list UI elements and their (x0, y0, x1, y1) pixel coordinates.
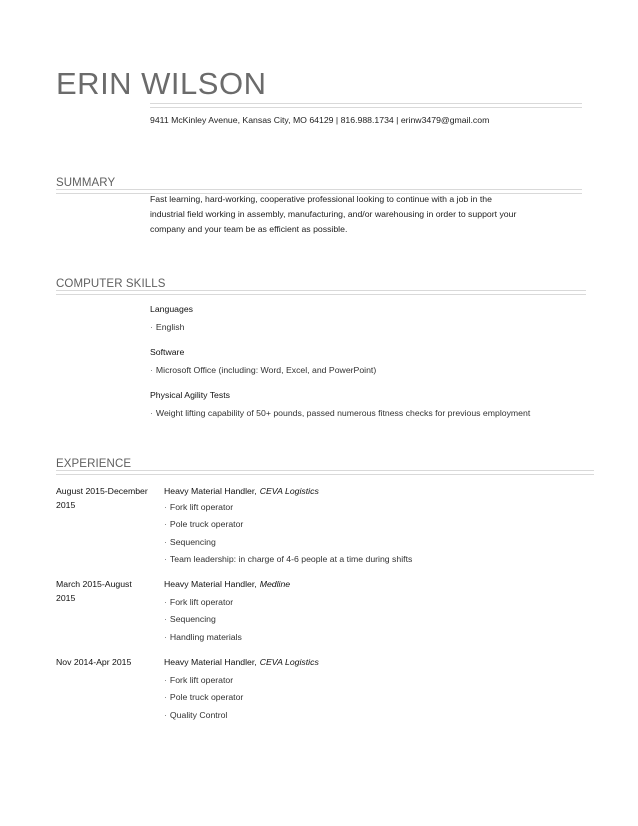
job-duty (164, 710, 227, 720)
summary-line: industrial field working in assembly, manufacturing, and/or warehousing in order to support your (150, 209, 517, 219)
job-dates-line: Nov 2014-Apr 2015 (56, 657, 132, 667)
contact-line: 9411 McKinley Avenue, Kansas City, MO 64129 | 816.988.1734 | erinw3479@gmail.com (150, 115, 490, 125)
job-duty-text: Fork lift operator (169, 675, 234, 685)
job-title-text: Heavy Material Handler, (164, 486, 257, 496)
job-duty (164, 537, 216, 547)
skill-item-text: English (155, 322, 185, 332)
bullet-icon: · (164, 537, 167, 547)
job-dates (56, 655, 156, 669)
job-duty-text: Fork lift operator (169, 502, 234, 512)
bullet-icon: · (150, 408, 153, 418)
skills-group-title: Physical Agility Tests (150, 390, 230, 400)
skills-group-title: Software (150, 347, 185, 357)
skills-group-title: Languages (150, 304, 193, 314)
summary-text (150, 192, 550, 237)
job-duty-text: Quality Control (169, 710, 228, 720)
job-duty (164, 519, 243, 529)
job-duty (164, 597, 233, 607)
skill-item (150, 408, 530, 418)
summary-line: company and your team be as efficient as possible. (150, 224, 348, 234)
job-duty-text: Team leadership: in charge of 4-6 people at a time during shifts (169, 554, 413, 564)
company-name: CEVA Logistics (259, 486, 319, 496)
job-duty-text: Pole truck operator (169, 692, 244, 702)
bullet-icon: · (164, 710, 167, 720)
bullet-icon: · (164, 519, 167, 529)
job-duty-text: Sequencing (169, 537, 216, 547)
summary-heading: SUMMARY (56, 177, 116, 189)
job-duty-text: Fork lift operator (169, 597, 234, 607)
job-dates-line: March 2015-August (56, 579, 132, 589)
job-title-text: Heavy Material Handler, (164, 579, 257, 589)
job-title (164, 579, 290, 589)
experience-divider (56, 470, 594, 475)
experience-heading: EXPERIENCE (56, 458, 132, 470)
job-duty (164, 502, 233, 512)
job-dates (56, 577, 156, 605)
bullet-icon: · (164, 597, 167, 607)
bullet-icon: · (164, 632, 167, 642)
job-duty-text: Sequencing (169, 614, 216, 624)
skill-item-text: Microsoft Office (including: Word, Excel, and PowerPoint) (155, 365, 377, 375)
job-duty (164, 632, 242, 642)
header-divider (150, 103, 582, 108)
bullet-icon: · (150, 322, 153, 332)
summary-line: Fast learning, hard-working, cooperative professional looking to continue with a job in the (150, 194, 492, 204)
skill-item (150, 365, 376, 375)
job-duty (164, 675, 233, 685)
skill-item-text: Weight lifting capability of 50+ pounds, passed numerous fitness checks for previous employment (155, 408, 531, 418)
job-title (164, 486, 319, 496)
company-name: CEVA Logistics (259, 657, 319, 667)
bullet-icon: · (164, 614, 167, 624)
bullet-icon: · (164, 692, 167, 702)
bullet-icon: · (164, 554, 167, 564)
company-name: Medline (259, 579, 291, 589)
bullet-icon: · (150, 365, 153, 375)
job-dates-line: 2015 (56, 593, 76, 603)
job-duty (164, 692, 243, 702)
computer-skills-heading: COMPUTER SKILLS (56, 278, 166, 290)
skill-item (150, 322, 184, 332)
job-title (164, 657, 319, 667)
job-duty-text: Pole truck operator (169, 519, 244, 529)
job-duty (164, 614, 216, 624)
job-duty (164, 554, 412, 564)
bullet-icon: · (164, 675, 167, 685)
resume-name: ERIN WILSON (56, 66, 267, 101)
job-dates-line: August 2015-December (56, 486, 148, 496)
job-title-text: Heavy Material Handler, (164, 657, 257, 667)
skills-divider (56, 290, 586, 295)
job-duty-text: Handling materials (169, 632, 242, 642)
job-dates-line: 2015 (56, 500, 76, 510)
bullet-icon: · (164, 502, 167, 512)
job-dates (56, 484, 156, 512)
